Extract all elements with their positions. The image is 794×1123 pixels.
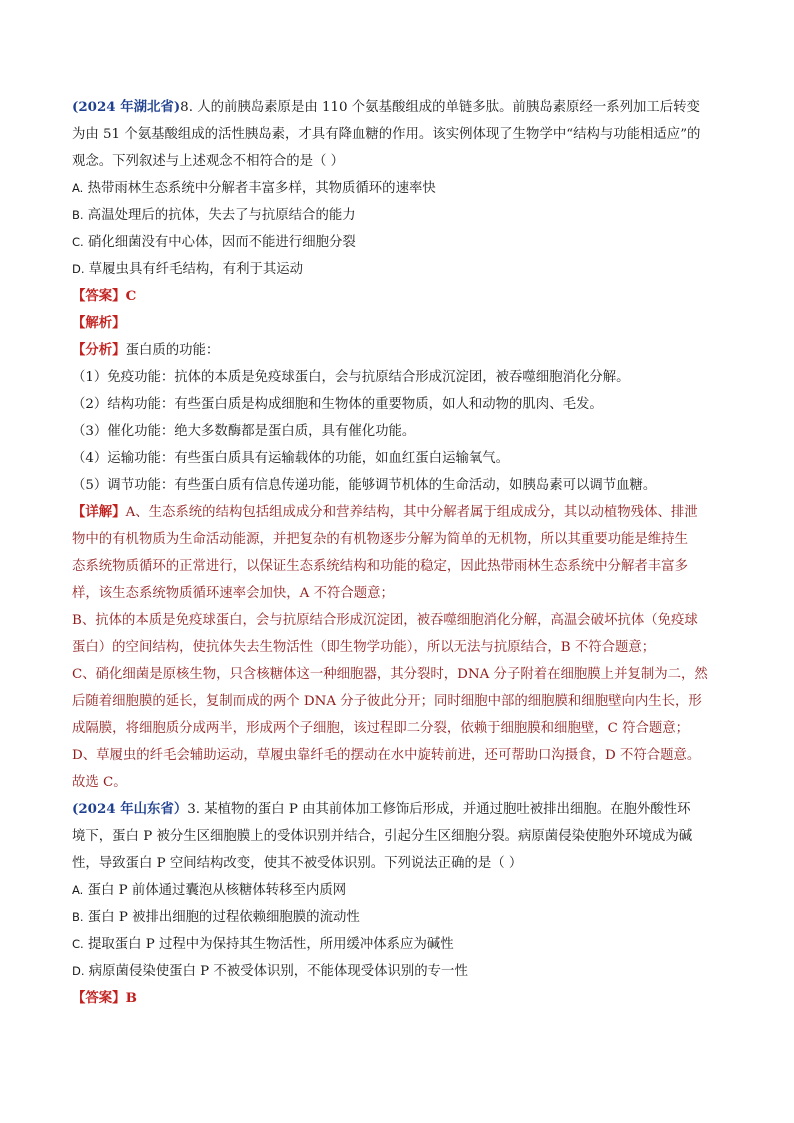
q1-xiangjie-line-9: 成隔膜，将细胞质分成两半，形成两个子细胞，该过程即二分裂，依赖于细胞膜和细胞壁，C 符合题意； (72, 721, 690, 736)
q1-xiangjie-line-4: 样，该生态系统物质循环速率会加快，A 不符合题意； (72, 586, 394, 601)
q1-source-tag: (2024 年湖北省) (72, 99, 181, 115)
q1-option-c: C. 硝化细菌没有中心体，因而不能进行细胞分裂 (72, 235, 356, 250)
q1-fenxi-item-2: （2）结构功能：有些蛋白质是构成细胞和生物体的重要物质，如人和动物的肌肉、毛发。 (72, 397, 603, 412)
document-page (72, 94, 726, 1012)
q1-xiangjie-line-11: 故选 C。 (72, 775, 127, 790)
q1-stem-line-3: 观念。下列叙述与上述观念不相符合的是（ ） (72, 154, 345, 169)
q1-xiangjie-line-1: 【详解】A、生态系统的结构包括组成成分和营养结构，其中分解者属于组成成分，其以动植物残体、排泄 (72, 504, 698, 520)
q1-xiangjie-line-2: 物中的有机物质为生命活动能源，并把复杂的有机物逐步分解为简单的无机物，所以其重要功能是维持生 (72, 532, 688, 547)
q1-stem-line-2: 为由 51 个氨基酸组成的活性胰岛素，才具有降血糖的作用。该实例体现了生物学中“结构与功能相适应”的 (72, 127, 701, 142)
q2-answer: 【答案】B (72, 990, 137, 1006)
q1-fenxi-item-5: （5）调节功能：有些蛋白质有信息传递功能，能够调节机体的生命活动，如胰岛素可以调节血糖。 (72, 478, 657, 493)
q1-xiangjie-line-3: 态系统物质循环的正常进行，以保证生态系统结构和功能的稳定，因此热带雨林生态系统中分解者丰富多 (72, 559, 688, 574)
q2-source-tag: (2024 年山东省） (72, 801, 188, 817)
q1-option-d: D. 草履虫具有纤毛结构，有利于其运动 (72, 262, 304, 277)
q1-xiangjie-line-10: D、草履虫的纤毛会辅助运动，草履虫靠纤毛的摆动在水中旋转前进，还可帮助口沟摄食，D 不符合题意。 (72, 748, 701, 763)
q2-stem-line-3: 性，导致蛋白 P 空间结构改变，使其不被受体识别。下列说法正确的是（ ） (72, 856, 523, 871)
q1-jiexi-label: 【解析】 (72, 315, 126, 331)
q2-stem-line-1: (2024 年山东省）3. 某植物的蛋白 P 由其前体加工修饰后形成，并通过胞吐被排出细胞。在胞外酸性环 (72, 801, 691, 817)
q1-option-b: B. 高温处理后的抗体，失去了与抗原结合的能力 (72, 208, 356, 223)
q1-option-a: A. 热带雨林生态系统中分解者丰富多样，其物质循环的速率快 (72, 181, 436, 196)
q2-option-b: B. 蛋白 P 被排出细胞的过程依赖细胞膜的流动性 (72, 910, 360, 925)
q2-stem-line-2: 境下，蛋白 P 被分生区细胞膜上的受体识别并结合，引起分生区细胞分裂。病原菌侵染使胞外环境成为碱 (72, 829, 693, 844)
q2-option-c: C. 提取蛋白 P 过程中为保持其生物活性，所用缓冲体系应为碱性 (72, 937, 454, 952)
q1-answer: 【答案】C (72, 288, 137, 304)
q1-fenxi: 【分析】蛋白质的功能： (72, 342, 220, 358)
q1-xiangjie-line-7: C、硝化细菌是原核生物，只含核糖体这一种细胞器，其分裂时，DNA 分子附着在细胞膜上并复制为二，然 (72, 667, 708, 682)
q1-fenxi-item-3: （3）催化功能：绝大多数酶都是蛋白质，具有催化功能。 (72, 424, 416, 439)
q1-fenxi-item-4: （4）运输功能：有些蛋白质具有运输载体的功能，如血红蛋白运输氧气。 (72, 451, 510, 466)
q1-xiangjie-line-6: 蛋白）的空间结构，使抗体失去生物活性（即生物学功能），所以无法与抗原结合，B 不符合题意； (72, 640, 656, 655)
q2-option-d: D. 病原菌侵染使蛋白 P 不被受体识别，不能体现受体识别的专一性 (72, 964, 468, 979)
q1-xiangjie-line-8: 后随着细胞膜的延长，复制而成的两个 DNA 分子彼此分开；同时细胞中部的细胞膜和细胞壁向内生长，形 (72, 694, 702, 709)
q1-xiangjie-line-5: B、抗体的本质是免疫球蛋白，会与抗原结合形成沉淀团，被吞噬细胞消化分解，高温会破坏抗体（免疫球 (72, 613, 698, 628)
q1-stem-line-1: (2024 年湖北省)8. 人的前胰岛素原是由 110 个氨基酸组成的单链多肽。前胰岛素原经一系列加工后转变 (72, 99, 700, 115)
q1-fenxi-item-1: （1）免疫功能：抗体的本质是免疫球蛋白，会与抗原结合形成沉淀团，被吞噬细胞消化分解。 (72, 370, 630, 385)
q2-option-a: A. 蛋白 P 前体通过囊泡从核糖体转移至内质网 (72, 883, 347, 898)
